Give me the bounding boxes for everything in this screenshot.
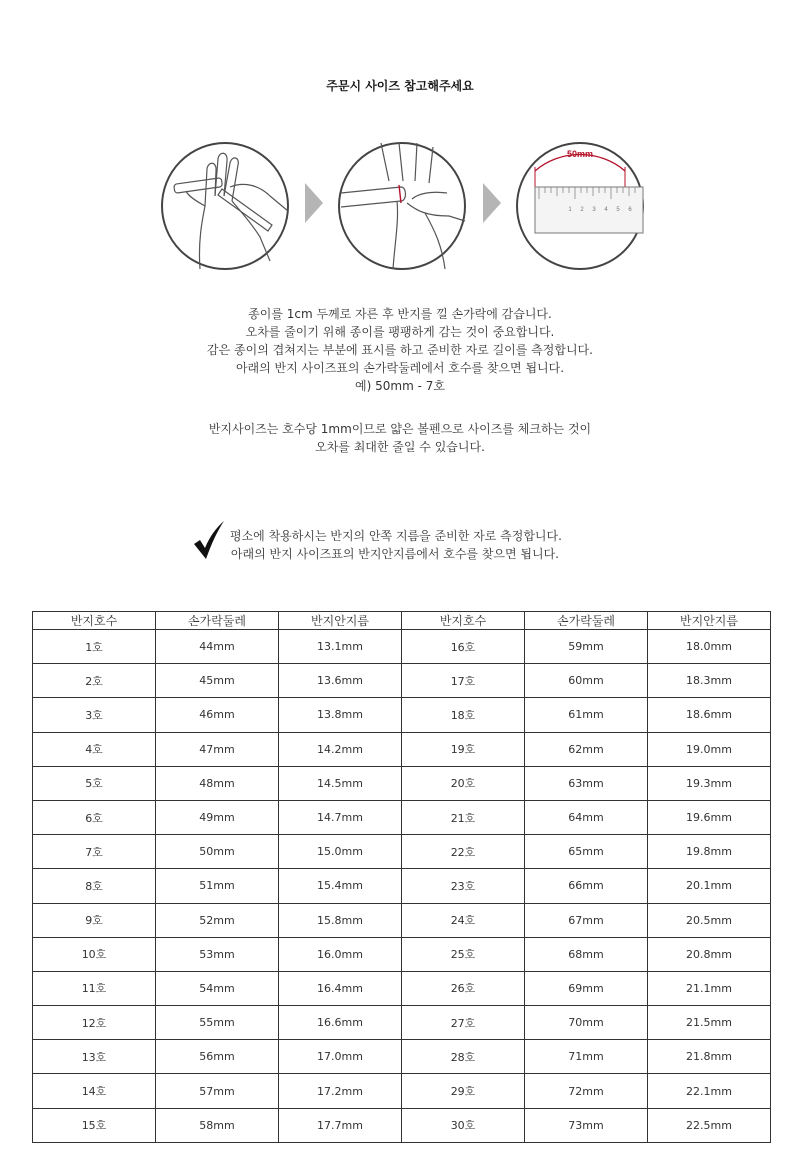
cell-finger-circumference: 57mm bbox=[156, 1074, 279, 1108]
header-finger-circumference: 손가락둘레 bbox=[156, 612, 279, 630]
cell-inner-diameter: 15.0mm bbox=[279, 835, 402, 869]
instruction-example: 예) 50mm - 7호 bbox=[355, 379, 445, 393]
ruler-tick: 2 bbox=[580, 207, 584, 213]
cell-finger-circumference: 71mm bbox=[525, 1040, 648, 1074]
table-row bbox=[33, 1074, 771, 1108]
cell-inner-diameter: 13.6mm bbox=[279, 664, 402, 698]
cell-ring-number: 22호 bbox=[402, 835, 525, 869]
cell-ring-number: 11호 bbox=[33, 971, 156, 1005]
cell-ring-number: 3호 bbox=[33, 698, 156, 732]
cell-ring-number: 7호 bbox=[33, 835, 156, 869]
cell-ring-number: 10호 bbox=[33, 937, 156, 971]
cell-finger-circumference: 49mm bbox=[156, 800, 279, 834]
cell-inner-diameter: 16.6mm bbox=[279, 1006, 402, 1040]
cell-ring-number: 26호 bbox=[402, 971, 525, 1005]
cell-finger-circumference: 61mm bbox=[525, 698, 648, 732]
cell-ring-number: 23호 bbox=[402, 869, 525, 903]
cell-finger-circumference: 68mm bbox=[525, 937, 648, 971]
cell-ring-number: 8호 bbox=[33, 869, 156, 903]
cell-finger-circumference: 45mm bbox=[156, 664, 279, 698]
cell-inner-diameter: 18.3mm bbox=[648, 664, 771, 698]
tip-line: 반지사이즈는 호수당 1mm이므로 얇은 볼펜으로 사이즈를 체크하는 것이 bbox=[208, 422, 592, 436]
cell-inner-diameter: 15.8mm bbox=[279, 903, 402, 937]
cell-ring-number: 25호 bbox=[402, 937, 525, 971]
cell-inner-diameter: 18.0mm bbox=[648, 630, 771, 664]
cell-inner-diameter: 21.8mm bbox=[648, 1040, 771, 1074]
cell-inner-diameter: 19.3mm bbox=[648, 766, 771, 800]
table-row bbox=[33, 1006, 771, 1040]
cell-inner-diameter: 14.2mm bbox=[279, 732, 402, 766]
cell-inner-diameter: 17.2mm bbox=[279, 1074, 402, 1108]
size-table bbox=[32, 611, 771, 1143]
cell-ring-number: 5호 bbox=[33, 766, 156, 800]
cell-ring-number: 30호 bbox=[402, 1108, 525, 1142]
cell-ring-number: 1호 bbox=[33, 630, 156, 664]
tips bbox=[0, 420, 800, 456]
cell-inner-diameter: 19.8mm bbox=[648, 835, 771, 869]
cell-inner-diameter: 21.1mm bbox=[648, 971, 771, 1005]
note-line: 평소에 착용하시는 반지의 안쪽 지름을 준비한 자로 측정합니다. bbox=[230, 529, 562, 543]
cell-finger-circumference: 59mm bbox=[525, 630, 648, 664]
mark-paper-icon bbox=[337, 141, 467, 271]
cell-ring-number: 24호 bbox=[402, 903, 525, 937]
cell-ring-number: 2호 bbox=[33, 664, 156, 698]
cell-inner-diameter: 22.5mm bbox=[648, 1108, 771, 1142]
cell-ring-number: 29호 bbox=[402, 1074, 525, 1108]
cell-finger-circumference: 60mm bbox=[525, 664, 648, 698]
note-line: 아래의 반지 사이즈표의 반지안지름에서 호수를 찾으면 됩니다. bbox=[230, 547, 560, 561]
cell-finger-circumference: 70mm bbox=[525, 1006, 648, 1040]
table-row bbox=[33, 971, 771, 1005]
cell-finger-circumference: 50mm bbox=[156, 835, 279, 869]
cell-finger-circumference: 69mm bbox=[525, 971, 648, 1005]
cell-finger-circumference: 51mm bbox=[156, 869, 279, 903]
cell-finger-circumference: 54mm bbox=[156, 971, 279, 1005]
page-title: 주문시 사이즈 참고해주세요 bbox=[326, 79, 474, 93]
table-header-row bbox=[33, 612, 771, 630]
table-row bbox=[33, 869, 771, 903]
cell-ring-number: 16호 bbox=[402, 630, 525, 664]
cell-finger-circumference: 56mm bbox=[156, 1040, 279, 1074]
arrow-right-icon bbox=[305, 183, 325, 223]
cell-ring-number: 15호 bbox=[33, 1108, 156, 1142]
cell-finger-circumference: 53mm bbox=[156, 937, 279, 971]
cell-finger-circumference: 64mm bbox=[525, 800, 648, 834]
table-row bbox=[33, 835, 771, 869]
cell-ring-number: 4호 bbox=[33, 732, 156, 766]
arrow-right-icon bbox=[483, 183, 503, 223]
table-row bbox=[33, 800, 771, 834]
ruler-tick: 6 bbox=[628, 207, 632, 213]
table-row bbox=[33, 1108, 771, 1142]
cell-inner-diameter: 20.5mm bbox=[648, 903, 771, 937]
cell-inner-diameter: 16.4mm bbox=[279, 971, 402, 1005]
ruler-tick: 1 bbox=[568, 207, 572, 213]
instructions bbox=[0, 305, 800, 395]
cell-finger-circumference: 73mm bbox=[525, 1108, 648, 1142]
cell-ring-number: 17호 bbox=[402, 664, 525, 698]
cell-inner-diameter: 13.8mm bbox=[279, 698, 402, 732]
finger-wrap-icon bbox=[160, 141, 290, 271]
cell-inner-diameter: 16.0mm bbox=[279, 937, 402, 971]
table-row bbox=[33, 1040, 771, 1074]
cell-inner-diameter: 15.4mm bbox=[279, 869, 402, 903]
header-inner-diameter: 반지안지름 bbox=[648, 612, 771, 630]
cell-ring-number: 28호 bbox=[402, 1040, 525, 1074]
checkmark-icon bbox=[192, 520, 226, 560]
header-ring-number: 반지호수 bbox=[402, 612, 525, 630]
cell-inner-diameter: 14.7mm bbox=[279, 800, 402, 834]
cell-finger-circumference: 63mm bbox=[525, 766, 648, 800]
cell-ring-number: 13호 bbox=[33, 1040, 156, 1074]
cell-inner-diameter: 19.0mm bbox=[648, 732, 771, 766]
header-finger-circumference: 손가락둘레 bbox=[525, 612, 648, 630]
cell-finger-circumference: 66mm bbox=[525, 869, 648, 903]
table-row bbox=[33, 903, 771, 937]
cell-inner-diameter: 18.6mm bbox=[648, 698, 771, 732]
cell-finger-circumference: 46mm bbox=[156, 698, 279, 732]
table-row bbox=[33, 698, 771, 732]
cell-finger-circumference: 72mm bbox=[525, 1074, 648, 1108]
cell-finger-circumference: 65mm bbox=[525, 835, 648, 869]
cell-ring-number: 20호 bbox=[402, 766, 525, 800]
instruction-line: 아래의 반지 사이즈표의 손가락둘레에서 호수를 찾으면 됩니다. bbox=[235, 361, 565, 375]
cell-ring-number: 6호 bbox=[33, 800, 156, 834]
cell-inner-diameter: 14.5mm bbox=[279, 766, 402, 800]
cell-ring-number: 12호 bbox=[33, 1006, 156, 1040]
cell-finger-circumference: 52mm bbox=[156, 903, 279, 937]
note bbox=[230, 527, 562, 563]
header-inner-diameter: 반지안지름 bbox=[279, 612, 402, 630]
cell-inner-diameter: 17.7mm bbox=[279, 1108, 402, 1142]
cell-finger-circumference: 55mm bbox=[156, 1006, 279, 1040]
cell-finger-circumference: 58mm bbox=[156, 1108, 279, 1142]
cell-ring-number: 14호 bbox=[33, 1074, 156, 1108]
header-ring-number: 반지호수 bbox=[33, 612, 156, 630]
table-row bbox=[33, 664, 771, 698]
instruction-line: 감은 종이의 겹쳐지는 부분에 표시를 하고 준비한 자로 길이를 측정합니다. bbox=[207, 343, 593, 357]
ruler-tick: 4 bbox=[604, 207, 608, 213]
cell-ring-number: 9호 bbox=[33, 903, 156, 937]
cell-inner-diameter: 20.1mm bbox=[648, 869, 771, 903]
cell-inner-diameter: 13.1mm bbox=[279, 630, 402, 664]
cell-inner-diameter: 17.0mm bbox=[279, 1040, 402, 1074]
cell-ring-number: 21호 bbox=[402, 800, 525, 834]
cell-ring-number: 18호 bbox=[402, 698, 525, 732]
cell-inner-diameter: 20.8mm bbox=[648, 937, 771, 971]
cell-finger-circumference: 67mm bbox=[525, 903, 648, 937]
cell-ring-number: 19호 bbox=[402, 732, 525, 766]
cell-finger-circumference: 44mm bbox=[156, 630, 279, 664]
cell-finger-circumference: 62mm bbox=[525, 732, 648, 766]
table-row bbox=[33, 732, 771, 766]
table-row bbox=[33, 937, 771, 971]
instruction-line: 종이를 1cm 두께로 자른 후 반지를 낄 손가락에 감습니다. bbox=[248, 307, 552, 321]
ruler-tick: 5 bbox=[616, 207, 620, 213]
tip-line: 오차를 최대한 줄일 수 있습니다. bbox=[315, 440, 485, 454]
instruction-line: 오차를 줄이기 위해 종이를 팽팽하게 감는 것이 중요합니다. bbox=[245, 325, 555, 339]
cell-finger-circumference: 48mm bbox=[156, 766, 279, 800]
cell-inner-diameter: 22.1mm bbox=[648, 1074, 771, 1108]
ruler-label: 50mm bbox=[566, 149, 594, 159]
ruler-tick: 3 bbox=[592, 207, 596, 213]
table-row bbox=[33, 630, 771, 664]
cell-finger-circumference: 47mm bbox=[156, 732, 279, 766]
cell-ring-number: 27호 bbox=[402, 1006, 525, 1040]
ruler-icon bbox=[515, 141, 645, 271]
cell-inner-diameter: 21.5mm bbox=[648, 1006, 771, 1040]
table-row bbox=[33, 766, 771, 800]
cell-inner-diameter: 19.6mm bbox=[648, 800, 771, 834]
